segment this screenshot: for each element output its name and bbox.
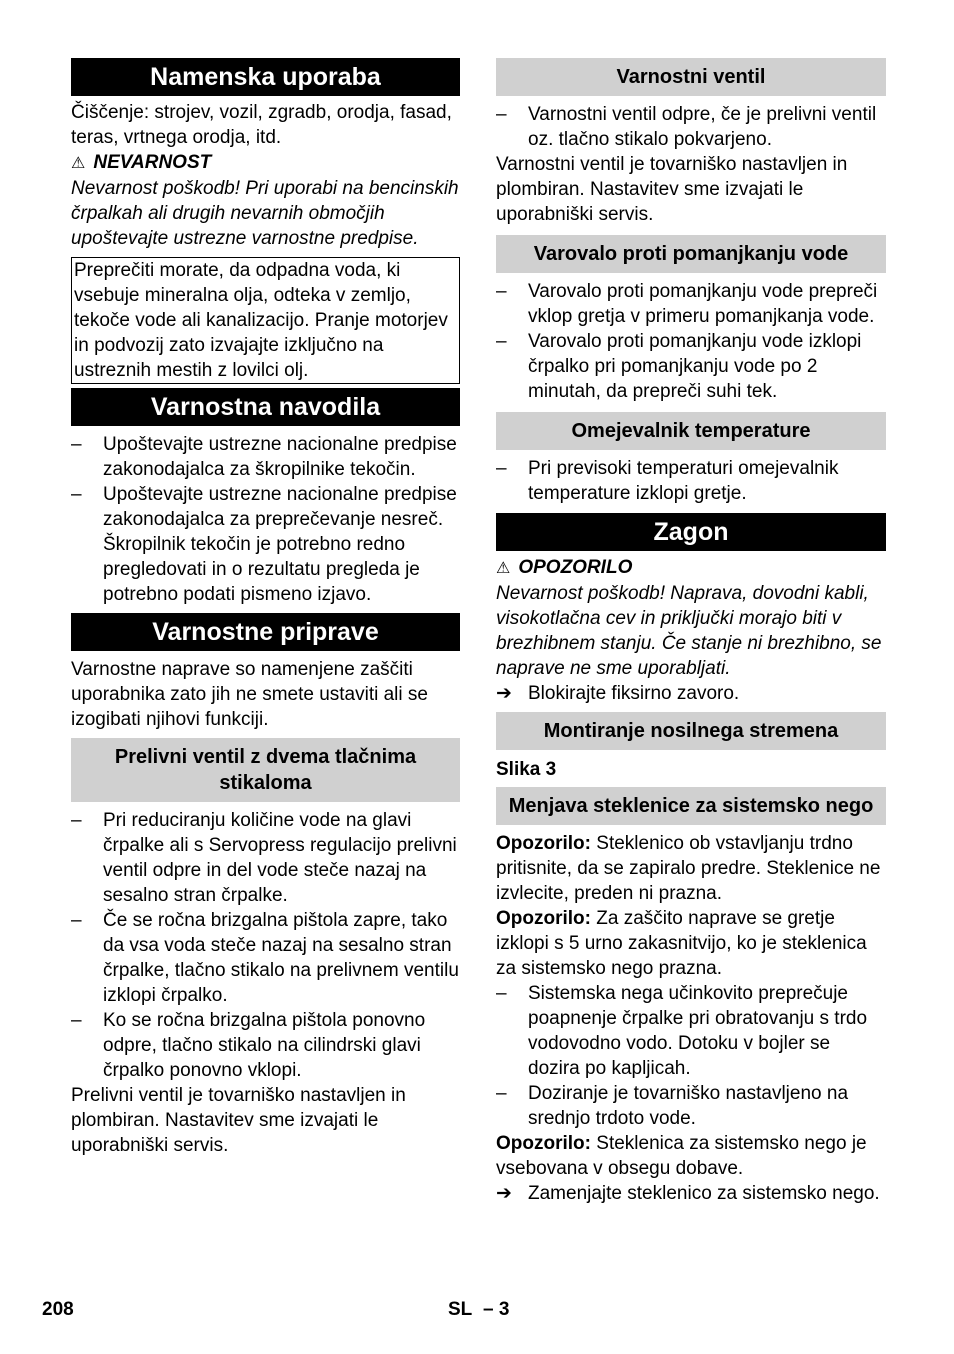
section-title-safety-devices: Varnostne priprave <box>71 613 460 651</box>
note-2: Opozorilo: Za zaščito naprave se gretje izklopi s 5 urno zakasnitvijo, ko je steklenica za sistemsko nego prazna. <box>496 908 867 979</box>
list-item: – Pri reduciranju količine vode na glavi črpalke ali s Servopress regulacijo prelivni ventil odpre in del vode steče nazaj na sesalno stran črpalke. <box>71 808 460 908</box>
danger-label: ⚠ NEVARNOST <box>71 152 212 173</box>
list-item: – Doziranje je tovarniško nastavljeno na srednjo trdoto vode. <box>496 1081 886 1131</box>
overflow-valve-note: Prelivni ventil je tovarniško nastavljen in plombiran. Nastavitev sme izvajati le uporabniški servis. <box>71 1085 406 1156</box>
arrow-right-icon: ➔ <box>496 1183 512 1204</box>
list-item: – Varovalo proti pomanjkanju vode izklopi črpalko pri pomanjkanju vode po 2 minutah, da prepreči suhi tek. <box>496 329 886 404</box>
subsection-title-safety-valve: Varnostni ventil <box>496 58 886 96</box>
note-3: Opozorilo: Steklenica za sistemsko nego je vsebovana v obsegu dobave. <box>496 1133 867 1179</box>
warning-label: ⚠ OPOZORILO <box>496 557 633 578</box>
temperature-limiter-list <box>496 456 886 506</box>
subsection-title-carrier-bracket: Montiranje nosilnega stremena <box>496 712 886 750</box>
section-title-intended-use: Namenska uporaba <box>71 58 460 96</box>
subsection-title-temperature-limiter: Omejevalnik temperature <box>496 412 886 450</box>
note-1: Opozorilo: Steklenico ob vstavljanju trdno pritisnite, da se zapiralo predre. Steklenice ne izvlecite, preden ni prazna. <box>496 833 881 904</box>
subsection-title-water-shortage: Varovalo proti pomanjkanju vode <box>496 235 886 273</box>
figure-reference: Slika 3 <box>496 759 557 780</box>
overflow-valve-list <box>71 808 460 1083</box>
environment-notice-box: Preprečiti morate, da odpadna voda, ki vsebuje mineralna olja, odteka v zemljo, tekoče vode ali kanalizacijo. Pranje motorjev in podvozij zato izvajajte izključno na ustreznih mestih z lovilci olj. <box>71 257 460 384</box>
warning-text: Nevarnost poškodb! Naprava, dovodni kabli, visokotlačna cev in priključki morajo biti v brezhibnem stanju. Če stanje ni brezhibno, se naprave ne sme uporabljati. <box>496 583 882 679</box>
list-item: – Upoštevajte ustrezne nacionalne predpise zakonodajalca za škropilnike tekočin. <box>71 432 460 482</box>
safety-instructions-list <box>71 432 460 607</box>
warning-triangle-icon: ⚠ <box>71 155 86 172</box>
arrow-right-icon: ➔ <box>496 683 512 704</box>
section-title-start-up: Zagon <box>496 513 886 551</box>
list-item: – Če se ročna brizgalna pištola zapre, tako da vsa voda steče nazaj na sesalno stran črpalke, tlačno stikalo na prelivnem ventilu izklopi črpalko. <box>71 908 460 1008</box>
list-item: – Upoštevajte ustrezne nacionalne predpise zakonodajalca za preprečevanje nesreč. Škropilnik tekočin je potrebno redno pregledovati in o rezultatu pregleda je potrebno podati pismeno izjavo. <box>71 482 460 607</box>
system-care-list <box>496 981 886 1131</box>
safety-valve-list <box>496 102 886 152</box>
list-item: – Ko se ročna brizgalna pištola ponovno odpre, tlačno stikalo na cilindrski glavi črpalko ponovno vklopi. <box>71 1008 460 1083</box>
danger-text: Nevarnost poškodb! Pri uporabi na bencinskih črpalkah ali drugih nevarnih območjih upoštevajte ustrezne varnostne predpise. <box>71 178 459 249</box>
sub-page-number: – 3 <box>483 1299 510 1320</box>
instruction-step: ➔ Blokirajte fiksirno zavoro. <box>496 683 740 704</box>
list-item: – Varnostni ventil odpre, če je prelivni ventil oz. tlačno stikalo pokvarjeno. <box>496 102 886 152</box>
intended-use-text: Čiščenje: strojev, vozil, zgradb, orodja, fasad, teras, vrtnega orodja, itd. <box>71 102 452 148</box>
subsection-title-system-care-bottle: Menjava steklenice za sistemsko nego <box>496 787 886 825</box>
instruction-step: ➔ Zamenjajte steklenico za sistemsko nego. <box>496 1183 880 1204</box>
list-item: – Pri previsoki temperaturi omejevalnik temperature izklopi gretje. <box>496 456 886 506</box>
language-code: SL <box>448 1299 473 1320</box>
water-shortage-list <box>496 279 886 404</box>
list-item: – Sistemska nega učinkovito preprečuje poapnenje črpalke pri obratovanju s trdo vodovodno vodo. Dotoku v bojler se dozira po kapljicah. <box>496 981 886 1081</box>
left-column <box>71 58 460 1158</box>
safety-devices-text: Varnostne naprave so namenjene zaščiti uporabnika zato jih ne smete ustaviti ali se izogibati njihovi funkciji. <box>71 659 428 730</box>
safety-valve-text: Varnostni ventil je tovarniško nastavljen in plombiran. Nastavitev sme izvajati le uporabniški servis. <box>496 154 848 225</box>
warning-triangle-icon: ⚠ <box>496 560 511 577</box>
section-title-safety-instructions: Varnostna navodila <box>71 388 460 426</box>
subsection-title-overflow-valve: Prelivni ventil z dvema tlačnima stikaloma <box>71 738 460 802</box>
list-item: – Varovalo proti pomanjkanju vode prepreči vklop gretja v primeru pomanjkanja vode. <box>496 279 886 329</box>
right-column <box>496 58 886 1206</box>
page-number: 208 <box>42 1299 74 1320</box>
